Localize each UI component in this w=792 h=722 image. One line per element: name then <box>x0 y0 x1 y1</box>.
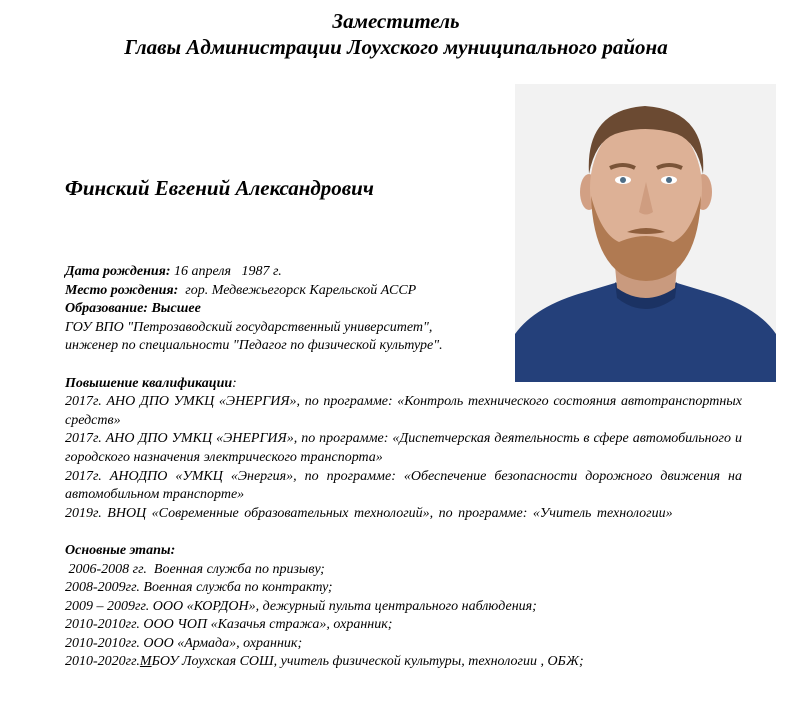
qualification-item: 2017г. АНО ДПО УМКЦ «ЭНЕРГИЯ», по программе: «Контроль технического состояния автотранспортных средств» <box>65 394 742 428</box>
career-item-last <box>65 653 742 672</box>
education-label: Образование: Высшее <box>65 301 201 317</box>
header-position-title: Заместитель <box>332 9 460 33</box>
qualification-item: 2017г. АНО ДПО УМКЦ «ЭНЕРГИЯ», по программе: «Диспетчерская деятельность в сфере автомобильного и городского назначения электрического транспорта» <box>65 431 742 465</box>
personal-info <box>65 263 742 672</box>
qualification-item: 2017г. АНОДПО «УМКЦ «Энергия», по программе: «Обеспечение безопасности дорожного движения на автомобильном транспорте» <box>65 468 742 503</box>
education-specialty: инженер по специальности "Педагог по физической культуре". <box>65 338 443 354</box>
person-full-name: Финский Евгений Александрович <box>65 176 374 200</box>
birth-date-row <box>65 263 742 282</box>
birth-place-row <box>65 282 742 301</box>
career-item: 2006-2008 гг. Военная служба по призыву; <box>65 561 325 577</box>
qualification-heading: Повышение квалификации <box>65 375 233 391</box>
career-item: 2009 – 2009гг. ООО «КОРДОН», дежурный пульта центрального наблюдения; <box>65 598 537 614</box>
qualification-item: 2019г. ВНОЦ «Современные образовательных технологий», по программе: «Учитель технологии» <box>65 505 673 521</box>
birth-place-label: Место рождения: <box>65 282 179 298</box>
document-header <box>0 8 792 60</box>
career-heading: Основные этапы: <box>65 542 176 558</box>
birth-place-value: гор. Медвежьегорск Карельской АССР <box>178 282 417 298</box>
header-organization-title: Главы Администрации Лоухского муниципального района <box>124 35 668 59</box>
career-item: 2010-2010гг. ООО «Армада», охранник; <box>65 635 303 651</box>
education-institution: ГОУ ВПО "Петрозаводский государственный университет", <box>65 319 433 335</box>
career-item: 2008-2009гг. Военная служба по контракту; <box>65 580 333 596</box>
qualification-heading-row <box>65 375 742 394</box>
career-last-period: 2010-2020гг. <box>65 654 140 670</box>
career-item: 2010-2010гг. ООО ЧОП «Казачья стража», охранник; <box>65 617 393 633</box>
career-last-underlined: М <box>139 654 152 670</box>
birth-date-label: Дата рождения: <box>65 264 171 279</box>
birth-date-value: 16 апреля 1987 г. <box>170 264 282 279</box>
qualification-heading-colon: : <box>232 375 237 391</box>
career-last-rest: БОУ Лоухская СОШ, учитель физической культуры, технологии , ОБЖ; <box>151 654 584 670</box>
